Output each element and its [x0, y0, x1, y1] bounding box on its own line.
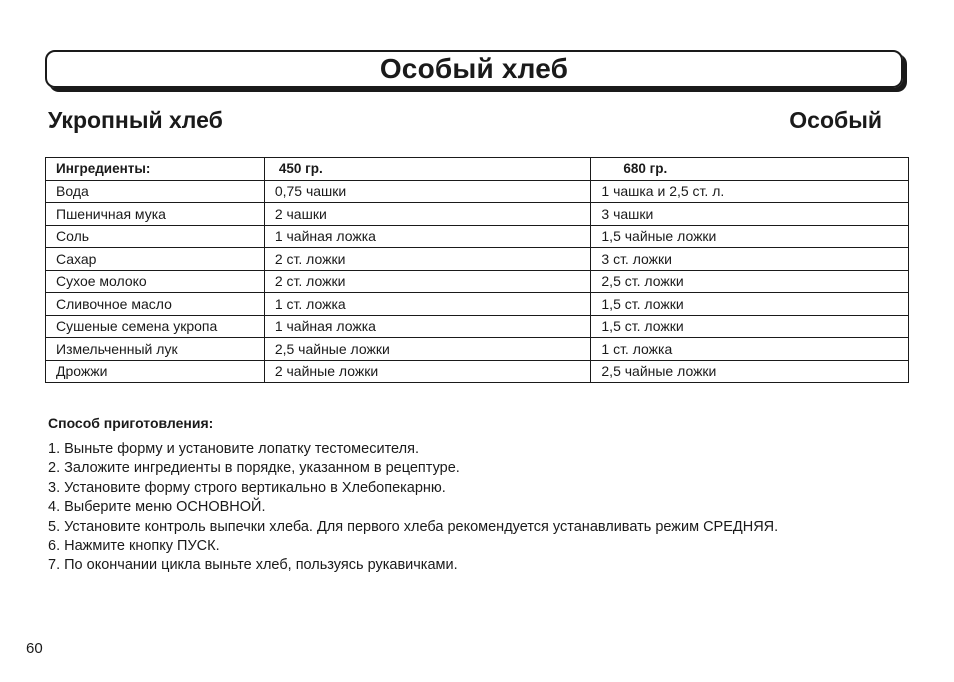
method-title: Способ приготовления:	[48, 415, 214, 431]
ingredient-cell: Вода	[46, 180, 265, 203]
table-row	[46, 180, 909, 203]
method-step: 2. Заложите ингредиенты в порядке, указанном в рецептуре.	[48, 460, 460, 477]
table-row	[46, 338, 909, 361]
recipe-name: Укропный хлеб	[48, 107, 223, 133]
method-steps	[48, 440, 778, 576]
header-680g: 680 гр.	[591, 158, 909, 181]
ingredient-cell: Сливочное масло	[46, 293, 265, 316]
amount-680-cell: 1,5 чайные ложки	[591, 225, 909, 248]
method-step: 1. Выньте форму и установите лопатку тестомесителя.	[48, 441, 419, 457]
program-name: Особый	[789, 107, 882, 133]
amount-450-cell: 2 чашки	[264, 203, 591, 226]
table-header-row	[46, 158, 909, 181]
amount-450-cell: 1 ст. ложка	[264, 293, 591, 316]
table-row	[46, 293, 909, 316]
amount-680-cell: 2,5 чайные ложки	[591, 360, 909, 383]
table-row	[46, 315, 909, 338]
table-row	[46, 248, 909, 271]
page-title: Особый хлеб	[379, 53, 569, 84]
amount-450-cell: 2,5 чайные ложки	[264, 338, 591, 361]
method-step: 3. Установите форму строго вертикально в Хлебопекарню.	[48, 479, 446, 496]
amount-450-cell: 2 ст. ложки	[264, 248, 591, 271]
ingredient-cell: Измельченный лук	[46, 338, 265, 361]
header-450g: 450 гр.	[264, 158, 591, 181]
ingredient-cell: Дрожжи	[46, 360, 265, 383]
ingredient-cell: Соль	[46, 225, 265, 248]
table-row	[46, 270, 909, 293]
ingredient-cell: Сухое молоко	[46, 270, 265, 293]
amount-450-cell: 2 чайные ложки	[264, 360, 591, 383]
method-step: 4. Выберите меню ОСНОВНОЙ.	[48, 499, 266, 516]
ingredient-cell: Пшеничная мука	[46, 203, 265, 226]
header-ingredients: Ингредиенты:	[46, 158, 265, 181]
table-row	[46, 360, 909, 383]
amount-680-cell: 1,5 ст. ложки	[591, 315, 909, 338]
amount-450-cell: 0,75 чашки	[264, 180, 591, 203]
method-step: 6. Нажмите кнопку ПУСК.	[48, 537, 220, 554]
table-row	[46, 225, 909, 248]
amount-680-cell: 3 чашки	[591, 203, 909, 226]
amount-680-cell: 1 чашка и 2,5 ст. л.	[591, 180, 909, 203]
method-step: 5. Установите контроль выпечки хлеба. Для первого хлеба рекомендуется устанавливать режим СРЕДНЯЯ.	[48, 518, 779, 535]
method-step: 7. По окончании цикла выньте хлеб, пользуясь рукавичками.	[48, 557, 458, 574]
amount-450-cell: 1 чайная ложка	[264, 315, 591, 338]
ingredient-cell: Сахар	[46, 248, 265, 271]
page-number: 60	[26, 640, 43, 657]
amount-680-cell: 1,5 ст. ложки	[591, 293, 909, 316]
amount-450-cell: 2 ст. ложки	[264, 270, 591, 293]
ingredient-cell: Сушеные семена укропа	[46, 315, 265, 338]
ingredients-table	[45, 157, 909, 383]
amount-680-cell: 2,5 ст. ложки	[591, 270, 909, 293]
amount-680-cell: 1 ст. ложка	[591, 338, 909, 361]
section-title-box	[45, 50, 903, 88]
table-row	[46, 203, 909, 226]
amount-680-cell: 3 ст. ложки	[591, 248, 909, 271]
amount-450-cell: 1 чайная ложка	[264, 225, 591, 248]
